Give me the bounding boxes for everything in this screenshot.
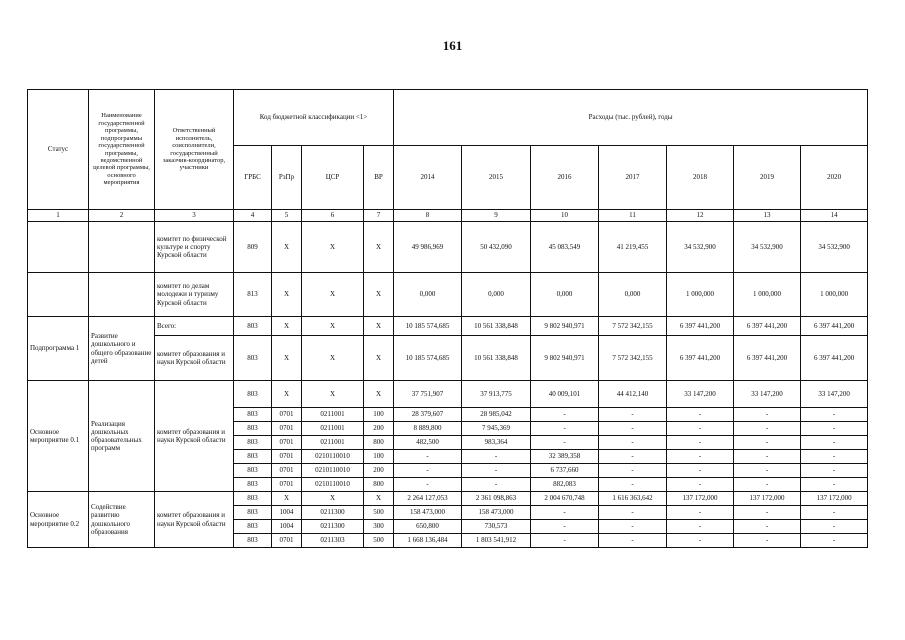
name-cell: Развитие дошкольного и общего образование детей (89, 317, 155, 381)
amount-cell: 158 473,000 (462, 506, 531, 520)
rzpr-cell: 0701 (272, 450, 302, 464)
amount-cell: - (599, 450, 667, 464)
amount-cell: - (667, 464, 734, 478)
amount-cell: 9 802 940,971 (531, 317, 599, 336)
amount-cell: 49 986,969 (394, 222, 462, 273)
amount-cell: - (531, 422, 599, 436)
amount-cell: 1 000,000 (801, 273, 868, 317)
amount-cell: 10 561 338,848 (462, 336, 531, 381)
vr-cell: 100 (364, 408, 394, 422)
csr-cell: X (302, 222, 364, 273)
grbs-cell: 803 (234, 408, 272, 422)
amount-cell: 0,000 (462, 273, 531, 317)
table-row (28, 492, 868, 506)
grbs-cell: 803 (234, 506, 272, 520)
amount-cell: 34 532,900 (667, 222, 734, 273)
grbs-cell: 803 (234, 492, 272, 506)
amount-cell: 10 185 574,685 (394, 317, 462, 336)
header-year: 2019 (734, 146, 801, 210)
grbs-cell: 803 (234, 436, 272, 450)
csr-cell: X (302, 381, 364, 408)
csr-cell: X (302, 317, 364, 336)
amount-cell: 1 668 136,484 (394, 534, 462, 548)
header-name: Наименование государственной программы, подпрограммы государственной программы, ведомственной целевой программы, основного мероприятия (89, 90, 155, 210)
amount-cell: 6 397 441,200 (734, 317, 801, 336)
column-index-row (28, 210, 868, 222)
vr-cell: 500 (364, 506, 394, 520)
column-index: 10 (531, 210, 599, 222)
amount-cell: - (734, 464, 801, 478)
amount-cell: 2 361 098,863 (462, 492, 531, 506)
amount-cell: - (599, 520, 667, 534)
header-year: 2018 (667, 146, 734, 210)
amount-cell: 482,500 (394, 436, 462, 450)
grbs-cell: 803 (234, 381, 272, 408)
status-cell: Основное мероприятие 0.1 (28, 381, 89, 492)
amount-cell: 41 219,455 (599, 222, 667, 273)
amount-cell: - (394, 464, 462, 478)
csr-cell: X (302, 492, 364, 506)
vr-cell: 100 (364, 450, 394, 464)
amount-cell: 40 009,101 (531, 381, 599, 408)
amount-cell: - (801, 478, 868, 492)
executor-cell: Всего: (155, 317, 234, 336)
amount-cell: 33 147,200 (801, 381, 868, 408)
vr-cell: 300 (364, 520, 394, 534)
name-cell (89, 273, 155, 317)
status-cell (28, 273, 89, 317)
amount-cell: 7 945,369 (462, 422, 531, 436)
amount-cell: - (531, 520, 599, 534)
grbs-cell: 803 (234, 422, 272, 436)
amount-cell: 50 432,090 (462, 222, 531, 273)
amount-cell: 6 397 441,200 (801, 317, 868, 336)
amount-cell: 45 083,549 (531, 222, 599, 273)
executor-cell: комитет образования и науки Курской области (155, 336, 234, 381)
amount-cell: - (667, 506, 734, 520)
amount-cell: 6 397 441,200 (667, 317, 734, 336)
amount-cell: - (531, 534, 599, 548)
vr-cell: 800 (364, 436, 394, 450)
amount-cell: - (394, 478, 462, 492)
amount-cell: 650,800 (394, 520, 462, 534)
rzpr-cell: 0701 (272, 464, 302, 478)
column-index: 1 (28, 210, 89, 222)
rzpr-cell: 0701 (272, 408, 302, 422)
amount-cell: 1 000,000 (734, 273, 801, 317)
column-index: 9 (462, 210, 531, 222)
table-row (28, 381, 868, 408)
amount-cell: - (801, 464, 868, 478)
header-year: 2015 (462, 146, 531, 210)
csr-cell: 0211300 (302, 520, 364, 534)
vr-cell: X (364, 222, 394, 273)
rzpr-cell: X (272, 273, 302, 317)
table-row (28, 273, 868, 317)
amount-cell: - (531, 408, 599, 422)
header-vr: ВР (364, 146, 394, 210)
amount-cell: 34 532,900 (734, 222, 801, 273)
column-index: 2 (89, 210, 155, 222)
name-cell: Содействие развитию дошкольного образования (89, 492, 155, 548)
amount-cell: 6 397 441,200 (734, 336, 801, 381)
amount-cell: 1 000,000 (667, 273, 734, 317)
amount-cell: - (734, 506, 801, 520)
rzpr-cell: 1004 (272, 520, 302, 534)
amount-cell: 983,364 (462, 436, 531, 450)
amount-cell: - (667, 408, 734, 422)
table-row (28, 336, 868, 381)
amount-cell: 158 473,000 (394, 506, 462, 520)
executor-cell: комитет образования и науки Курской области (155, 492, 234, 548)
budget-table (27, 89, 868, 548)
amount-cell: 137 172,000 (801, 492, 868, 506)
rzpr-cell: 0701 (272, 422, 302, 436)
grbs-cell: 813 (234, 273, 272, 317)
amount-cell: - (801, 436, 868, 450)
amount-cell: - (462, 464, 531, 478)
amount-cell: - (801, 408, 868, 422)
vr-cell: 800 (364, 478, 394, 492)
vr-cell: X (364, 336, 394, 381)
amount-cell: 0,000 (394, 273, 462, 317)
rzpr-cell: X (272, 222, 302, 273)
amount-cell: - (734, 520, 801, 534)
amount-cell: - (667, 450, 734, 464)
table-row (28, 222, 868, 273)
csr-cell: 0210110010 (302, 464, 364, 478)
column-index: 3 (155, 210, 234, 222)
amount-cell: 1 803 541,912 (462, 534, 531, 548)
amount-cell: 8 889,800 (394, 422, 462, 436)
rzpr-cell: 0701 (272, 478, 302, 492)
csr-cell: 0210110010 (302, 478, 364, 492)
amount-cell: - (531, 436, 599, 450)
vr-cell: X (364, 381, 394, 408)
header-year: 2014 (394, 146, 462, 210)
amount-cell: - (667, 534, 734, 548)
amount-cell: - (394, 450, 462, 464)
grbs-cell: 803 (234, 520, 272, 534)
grbs-cell: 803 (234, 478, 272, 492)
amount-cell: 2 264 127,053 (394, 492, 462, 506)
vr-cell: 500 (364, 534, 394, 548)
header-year: 2020 (801, 146, 868, 210)
rzpr-cell: 0701 (272, 534, 302, 548)
amount-cell: - (667, 422, 734, 436)
amount-cell: 137 172,000 (667, 492, 734, 506)
amount-cell: 6 737,660 (531, 464, 599, 478)
amount-cell: - (667, 478, 734, 492)
vr-cell: X (364, 492, 394, 506)
amount-cell: - (462, 478, 531, 492)
amount-cell: - (734, 450, 801, 464)
amount-cell: 7 572 342,155 (599, 317, 667, 336)
amount-cell: - (734, 408, 801, 422)
amount-cell: - (667, 520, 734, 534)
status-cell: Подпрограмма 1 (28, 317, 89, 381)
amount-cell: - (801, 450, 868, 464)
rzpr-cell: 0701 (272, 436, 302, 450)
amount-cell: - (801, 506, 868, 520)
amount-cell: 882,083 (531, 478, 599, 492)
amount-cell: - (599, 478, 667, 492)
header-year: 2016 (531, 146, 599, 210)
header-csr: ЦСР (302, 146, 364, 210)
amount-cell: 0,000 (531, 273, 599, 317)
rzpr-cell: X (272, 492, 302, 506)
amount-cell: 137 172,000 (734, 492, 801, 506)
vr-cell: X (364, 273, 394, 317)
column-index: 12 (667, 210, 734, 222)
grbs-cell: 803 (234, 450, 272, 464)
amount-cell: - (599, 436, 667, 450)
column-index: 5 (272, 210, 302, 222)
amount-cell: - (734, 478, 801, 492)
amount-cell: 33 147,200 (667, 381, 734, 408)
rzpr-cell: X (272, 317, 302, 336)
header-grbs: ГРБС (234, 146, 272, 210)
column-index: 4 (234, 210, 272, 222)
status-cell: Основное мероприятие 0.2 (28, 492, 89, 548)
amount-cell: 1 616 363,642 (599, 492, 667, 506)
amount-cell: - (734, 534, 801, 548)
amount-cell: 37 913,775 (462, 381, 531, 408)
csr-cell: X (302, 273, 364, 317)
amount-cell: 44 412,140 (599, 381, 667, 408)
column-index: 11 (599, 210, 667, 222)
amount-cell: 730,573 (462, 520, 531, 534)
executor-cell: комитет по физической культуре и спорту Курской области (155, 222, 234, 273)
amount-cell: - (667, 436, 734, 450)
amount-cell: - (599, 408, 667, 422)
csr-cell: 0211300 (302, 506, 364, 520)
csr-cell: 0211001 (302, 436, 364, 450)
header-expenses: Расходы (тыс. рублей), годы (394, 90, 868, 146)
vr-cell: 200 (364, 422, 394, 436)
amount-cell: 0,000 (599, 273, 667, 317)
rzpr-cell: X (272, 336, 302, 381)
grbs-cell: 803 (234, 464, 272, 478)
csr-cell: 0211303 (302, 534, 364, 548)
grbs-cell: 803 (234, 336, 272, 381)
amount-cell: - (734, 422, 801, 436)
amount-cell: 34 532,900 (801, 222, 868, 273)
header-budget-code: Код бюджетной классификации <1> (234, 90, 394, 146)
amount-cell: - (599, 422, 667, 436)
column-index: 6 (302, 210, 364, 222)
grbs-cell: 803 (234, 534, 272, 548)
amount-cell: - (599, 464, 667, 478)
column-index: 13 (734, 210, 801, 222)
table-row (28, 317, 868, 336)
amount-cell: 10 185 574,685 (394, 336, 462, 381)
csr-cell: 0211001 (302, 422, 364, 436)
grbs-cell: 803 (234, 317, 272, 336)
grbs-cell: 809 (234, 222, 272, 273)
header-status: Статус (28, 90, 89, 210)
amount-cell: 6 397 441,200 (801, 336, 868, 381)
amount-cell: 32 389,358 (531, 450, 599, 464)
amount-cell: 10 561 338,848 (462, 317, 531, 336)
name-cell (89, 222, 155, 273)
column-index: 14 (801, 210, 868, 222)
amount-cell: - (801, 520, 868, 534)
page-number: 161 (442, 38, 463, 53)
header-executor: Ответственный исполнитель, соисполнители, государственный заказчик-координатор, участники (155, 90, 234, 210)
column-index: 8 (394, 210, 462, 222)
name-cell: Реализация дошкольных образовательных программ (89, 381, 155, 492)
amount-cell: - (801, 534, 868, 548)
amount-cell: 28 379,607 (394, 408, 462, 422)
csr-cell: 0210110010 (302, 450, 364, 464)
column-index: 7 (364, 210, 394, 222)
amount-cell: - (599, 506, 667, 520)
header-year: 2017 (599, 146, 667, 210)
amount-cell: 37 751,907 (394, 381, 462, 408)
csr-cell: X (302, 336, 364, 381)
rzpr-cell: X (272, 381, 302, 408)
amount-cell: - (801, 422, 868, 436)
status-cell (28, 222, 89, 273)
amount-cell: 2 004 670,748 (531, 492, 599, 506)
executor-cell: комитет образования и науки Курской области (155, 381, 234, 492)
amount-cell: 28 985,042 (462, 408, 531, 422)
vr-cell: X (364, 317, 394, 336)
amount-cell: 7 572 342,155 (599, 336, 667, 381)
amount-cell: 6 397 441,200 (667, 336, 734, 381)
rzpr-cell: 1004 (272, 506, 302, 520)
amount-cell: 9 802 940,971 (531, 336, 599, 381)
csr-cell: 0211001 (302, 408, 364, 422)
amount-cell: 33 147,200 (734, 381, 801, 408)
amount-cell: - (531, 506, 599, 520)
amount-cell: - (599, 534, 667, 548)
header-rzpr: РзПр (272, 146, 302, 210)
amount-cell: - (734, 436, 801, 450)
vr-cell: 200 (364, 464, 394, 478)
amount-cell: - (462, 450, 531, 464)
executor-cell: комитет по делам молодежи и туризму Курской области (155, 273, 234, 317)
